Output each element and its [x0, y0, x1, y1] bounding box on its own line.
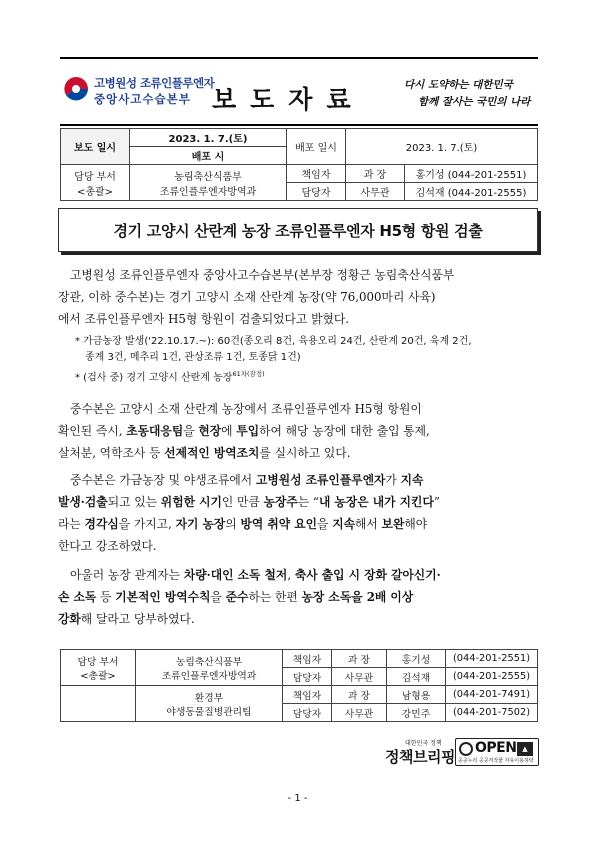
text-run-bold: 내 농장은 내가 지킨다	[318, 495, 434, 509]
text-run: ,	[287, 568, 295, 582]
paragraph-line	[58, 535, 542, 557]
text-run: 중수본은 고양시 소재 산란계 농장에서 조류인플루엔자 H5형 항원이	[70, 402, 422, 416]
contact-name: 남형용	[387, 686, 446, 704]
text-run: 확인된 즉시,	[58, 424, 127, 438]
text-run: 해서	[355, 517, 382, 531]
text-run-bold: 강화	[58, 612, 81, 626]
text-run-bold: 경각심	[84, 517, 119, 531]
text-run-bold: 투입	[236, 424, 260, 438]
note-line-1: * 가금농장 발생('22.10.17.~): 60건(종오리 8건, 육용오리 24건, 산란계 20건, 육계 2건,	[75, 336, 472, 347]
contact-label: 담당자	[287, 183, 346, 201]
contact-phone: (044-201-2555)	[446, 668, 538, 686]
text-run: 을 가지고,	[118, 517, 176, 531]
text-run: 살처분, 역학조사 등	[58, 446, 165, 460]
text-run: 등	[96, 590, 116, 604]
paragraph-line	[58, 442, 542, 464]
contact-dept-sub: <총괄>	[80, 670, 116, 682]
contact-role: 담당자	[283, 668, 332, 686]
text-run: 을	[317, 517, 333, 531]
text-run: 에	[221, 424, 237, 438]
contact-phone: (044-201-7491)	[446, 686, 538, 704]
policy-briefing-logo	[385, 738, 455, 770]
contact-name: 홍기성	[387, 650, 446, 668]
text-run-bold: 축사 출입 시 장화 갈아신기·	[294, 568, 441, 582]
org-name-line1: 고병원성 조류인플루엔자	[94, 76, 215, 90]
text-run-bold: 방역 취약 요인	[240, 517, 318, 531]
responsible-title: 과 장	[346, 165, 405, 183]
dist-date-value: 2023. 1. 7.(토)	[346, 129, 538, 165]
org-logo	[62, 73, 215, 113]
paragraph-line	[58, 398, 542, 420]
text-run-bold: 발생·검출	[58, 495, 108, 509]
contact-dept2: 야생동물질병관리팀	[166, 706, 252, 718]
contact-dept-cell	[136, 686, 283, 722]
text-run-bold: 차량·대인 소독 철저	[183, 568, 288, 582]
dept-name1: 농림축산식품부	[174, 171, 242, 183]
paragraph-line	[58, 586, 542, 608]
policy-briefing-small: 대한민국 정책	[405, 740, 442, 747]
dept-label-cell	[61, 165, 130, 201]
paragraph-line	[58, 469, 542, 491]
open-circle-icon	[459, 742, 473, 756]
contact-dept2: 조류인플루엔자방역과	[161, 670, 257, 682]
paragraph-3	[58, 469, 542, 557]
text-run: 해야	[404, 517, 428, 531]
contact-dept-label-cell-empty	[61, 686, 136, 722]
slogan-line1: 다시 도약하는 대한민국	[404, 79, 513, 91]
paragraph-4	[58, 564, 542, 630]
contact-phone: (044-201-7502)	[446, 704, 538, 722]
paragraph-line	[58, 491, 542, 513]
contact-dept-label-cell	[61, 650, 136, 686]
contact-title: 사무관	[332, 668, 387, 686]
contact-dept-cell	[136, 650, 283, 686]
contact-phone: (044-201-2551)	[446, 650, 538, 668]
note-2-sup: 61차(잠정)	[232, 370, 265, 378]
dept-label: 담당 부서	[74, 171, 116, 183]
paragraph-line	[58, 420, 542, 442]
text-run: ”	[433, 495, 440, 509]
text-run-bold: 준수	[225, 590, 249, 604]
contact-name: 김석재 (044-201-2555)	[405, 183, 538, 201]
policy-briefing-main: 정책브리핑	[385, 748, 455, 766]
open-sub: 공공누리 공공저작물 자유이용허락	[458, 758, 534, 764]
dept-name-cell	[130, 165, 287, 201]
paragraph-line: 장관, 이하 중수본)는 경기 고양시 소재 산란계 농장(약 76,000마리 사육)	[58, 290, 436, 304]
paragraph-line	[58, 608, 542, 630]
paragraph-line	[58, 513, 542, 535]
contact-title: 과 장	[332, 686, 387, 704]
text-run-bold: 기본적인 방역수칙	[115, 590, 211, 604]
text-run-bold: 자기 농장	[175, 517, 226, 531]
text-run: 의	[225, 517, 241, 531]
responsible-label: 책임자	[287, 165, 346, 183]
headline-box	[58, 208, 538, 252]
open-license-logo	[455, 738, 539, 766]
text-run: 되고 있는	[107, 495, 161, 509]
release-info-table	[60, 128, 538, 201]
contact-title: 사무관	[346, 183, 405, 201]
contact-name: 김석재	[387, 668, 446, 686]
contact-role: 담당자	[283, 704, 332, 722]
contact-dept-label: 담당 부서	[77, 656, 119, 668]
text-run-bold: 지속	[400, 473, 424, 487]
text-run-bold: 손 소독	[58, 590, 97, 604]
press-release-title: 보도자료	[212, 85, 365, 114]
contact-table	[60, 649, 538, 722]
contact-dept1: 농림축산식품부	[175, 656, 243, 668]
open-text: OPEN	[475, 740, 517, 756]
headline: 경기 고양시 산란계 농장 조류인플루엔자 H5형 항원 검출	[113, 222, 483, 240]
text-run: 라는	[58, 517, 85, 531]
dist-date-label: 배포 일시	[287, 129, 346, 165]
text-run: 중수본은 가금농장 및 야생조류에서	[70, 473, 256, 487]
page-number: - 1 -	[287, 793, 308, 804]
note-2-text: * (검사 중) 경기 고양시 산란계 농장	[75, 372, 233, 384]
text-run: 을	[210, 590, 226, 604]
header-bottom-rule	[60, 124, 538, 126]
org-name-line2: 중앙사고수습본부	[94, 92, 191, 106]
paragraph-line: 에서 조류인플루엔자 H5형 항원이 검출되었다고 밝혔다.	[58, 312, 350, 326]
dept-name2: 조류인플루엔자방역과	[159, 186, 257, 198]
report-date-sub: 배포 시	[130, 147, 287, 165]
text-run: 는 “	[297, 495, 319, 509]
slogan-line2: 함께 잘사는 국민의 나라	[418, 96, 531, 108]
text-run: 를 실시하고 있다.	[259, 446, 351, 460]
header-top-rule	[60, 57, 538, 59]
text-run: 해 달라고 당부하였다.	[80, 612, 195, 626]
text-run: 하는 한편	[248, 590, 302, 604]
text-run-bold: 현장	[198, 424, 222, 438]
contact-role: 책임자	[283, 650, 332, 668]
note-line-2	[75, 366, 545, 386]
contact-title: 과 장	[332, 650, 387, 668]
note-block	[75, 334, 545, 386]
text-run-bold: 농장주	[263, 495, 298, 509]
text-run-bold: 지속	[332, 517, 355, 531]
responsible-name: 홍기성 (044-201-2551)	[405, 165, 538, 183]
text-run-bold: 고병원성 조류인플루엔자	[255, 473, 386, 487]
text-run-bold: 보완	[381, 517, 405, 531]
text-run: 하여 해당 농장에 대한 출입 통제,	[259, 424, 430, 438]
text-run-bold: 선제적인 방역조치	[164, 446, 260, 460]
text-run-bold: 농장 소독을 2배 이상	[301, 590, 414, 604]
paragraph-line	[58, 564, 542, 586]
note-line-1b: 종계 3건, 메추리 1건, 관상조류 1건, 토종닭 1건)	[85, 352, 301, 363]
contact-name: 강민주	[387, 704, 446, 722]
paragraph-1	[58, 264, 542, 330]
paragraph-2	[58, 398, 542, 464]
paragraph-line: 고병원성 조류인플루엔자 중앙사고수습본부(본부장 정황근 농림축산식품부	[70, 268, 455, 282]
dept-sub: <총괄>	[76, 186, 114, 198]
government-emblem-icon	[62, 75, 90, 103]
contact-role: 책임자	[283, 686, 332, 704]
text-run-bold: 위험한 시기	[160, 495, 222, 509]
contact-title: 사무관	[332, 704, 387, 722]
text-run-bold: 초동대응팀	[126, 424, 184, 438]
report-date-label: 보도 일시	[61, 129, 130, 165]
text-run: 을	[183, 424, 199, 438]
license-person-icon: ▲	[517, 742, 533, 756]
text-run: 아울러 농장 관계자는	[70, 568, 184, 582]
text-run: 인 만큼	[221, 495, 264, 509]
text-run: 가	[385, 473, 401, 487]
contact-dept1: 환경부	[194, 692, 224, 704]
text-run: 한다고 강조하였다.	[58, 539, 157, 553]
report-date-value: 2023. 1. 7.(토)	[130, 129, 287, 147]
